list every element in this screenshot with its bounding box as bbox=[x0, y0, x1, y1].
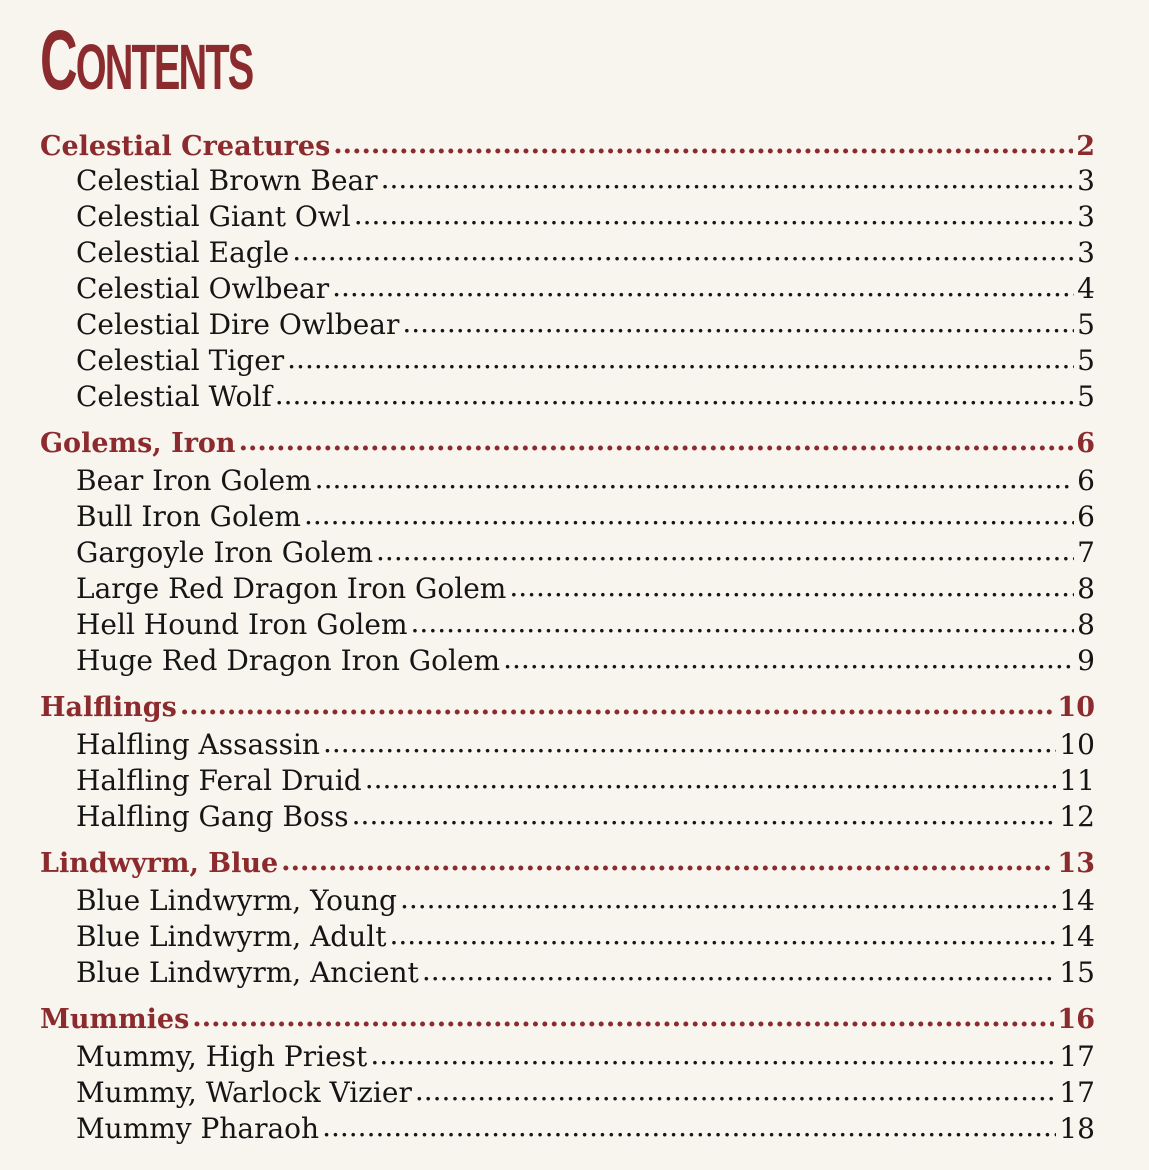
toc-entry-title: Celestial Brown Bear bbox=[76, 164, 378, 197]
toc-entry[interactable] bbox=[40, 728, 1095, 764]
toc-entry-page: 5 bbox=[1077, 308, 1095, 341]
leader-dots bbox=[411, 606, 1075, 639]
leader-dots bbox=[376, 534, 1074, 567]
toc-entry[interactable] bbox=[40, 920, 1095, 956]
leader-dots bbox=[180, 690, 1055, 721]
toc-entry-page: 14 bbox=[1059, 884, 1095, 917]
toc-entry-title: Celestial Owlbear bbox=[76, 272, 330, 305]
toc-entry-page: 3 bbox=[1077, 164, 1095, 197]
toc-entry-title: Mummy, High Priest bbox=[76, 1040, 368, 1073]
toc-entry-title: Celestial Eagle bbox=[76, 236, 290, 269]
leader-dots bbox=[389, 918, 1056, 951]
leader-dots bbox=[422, 954, 1057, 987]
leader-dots bbox=[304, 498, 1074, 531]
leader-dots bbox=[354, 198, 1074, 231]
toc-entry-page: 3 bbox=[1077, 236, 1095, 269]
toc-entry-page: 5 bbox=[1077, 380, 1095, 413]
toc-entry-title: Mummy Pharaoh bbox=[76, 1112, 320, 1145]
toc-entry-title: Halfling Gang Boss bbox=[76, 800, 349, 833]
toc-section-lindwyrm-blue[interactable] bbox=[40, 842, 1095, 884]
toc-entry-page: 9 bbox=[1077, 644, 1095, 677]
leader-dots bbox=[333, 129, 1073, 160]
toc-entry[interactable] bbox=[40, 380, 1095, 416]
leader-dots bbox=[275, 378, 1074, 411]
leader-dots bbox=[281, 846, 1054, 877]
toc-section-page: 2 bbox=[1076, 130, 1095, 162]
toc-section-page: 10 bbox=[1057, 691, 1095, 723]
toc-entry[interactable] bbox=[40, 236, 1095, 272]
toc-entry[interactable] bbox=[40, 164, 1095, 200]
leader-dots bbox=[292, 234, 1074, 267]
toc-entry-title: Blue Lindwyrm, Ancient bbox=[76, 956, 419, 989]
toc-section-celestial-creatures[interactable] bbox=[40, 128, 1095, 164]
toc-entry[interactable] bbox=[40, 608, 1095, 644]
toc-section-title: Celestial Creatures bbox=[40, 130, 331, 162]
toc-entry[interactable] bbox=[40, 956, 1095, 992]
toc-section-golems-iron[interactable] bbox=[40, 422, 1095, 464]
toc-entry-page: 6 bbox=[1077, 500, 1095, 533]
leader-dots bbox=[322, 1110, 1056, 1143]
leader-dots bbox=[415, 1074, 1057, 1107]
toc-section-page: 16 bbox=[1057, 1003, 1095, 1035]
toc-entry-title: Huge Red Dragon Iron Golem bbox=[76, 644, 501, 677]
leader-dots bbox=[509, 570, 1074, 603]
page-title-initial: C bbox=[40, 13, 76, 107]
toc-entry-page: 8 bbox=[1077, 572, 1095, 605]
toc-section-mummies[interactable] bbox=[40, 998, 1095, 1040]
leader-dots bbox=[352, 798, 1057, 831]
toc-entry[interactable] bbox=[40, 536, 1095, 572]
toc-entry[interactable] bbox=[40, 1112, 1095, 1148]
toc-entry-title: Blue Lindwyrm, Young bbox=[76, 884, 397, 917]
page-title-rest: ONTENTS bbox=[75, 31, 253, 103]
toc-entry-page: 14 bbox=[1059, 920, 1095, 953]
toc-entry[interactable] bbox=[40, 884, 1095, 920]
toc-entry-title: Mummy, Warlock Vizier bbox=[76, 1076, 412, 1109]
table-of-contents bbox=[40, 128, 1095, 1148]
toc-entry-page: 8 bbox=[1077, 608, 1095, 641]
toc-entry-title: Halfling Assassin bbox=[76, 728, 320, 761]
toc-entry[interactable] bbox=[40, 344, 1095, 380]
toc-entry-page: 17 bbox=[1059, 1040, 1095, 1073]
leader-dots bbox=[381, 162, 1075, 195]
toc-entry[interactable] bbox=[40, 1040, 1095, 1076]
toc-section-halflings[interactable] bbox=[40, 686, 1095, 728]
leader-dots bbox=[287, 342, 1074, 375]
page-title bbox=[40, 14, 252, 106]
toc-section-title: Golems, Iron bbox=[40, 427, 236, 459]
toc-entry[interactable] bbox=[40, 200, 1095, 236]
toc-section-title: Mummies bbox=[40, 1003, 190, 1035]
toc-entry-page: 15 bbox=[1059, 956, 1095, 989]
leader-dots bbox=[323, 726, 1056, 759]
toc-entry-title: Blue Lindwyrm, Adult bbox=[76, 920, 387, 953]
toc-entry-page: 4 bbox=[1077, 272, 1095, 305]
toc-entry[interactable] bbox=[40, 644, 1095, 680]
leader-dots bbox=[400, 882, 1056, 915]
leader-dots bbox=[402, 306, 1074, 339]
toc-entry-title: Halfling Feral Druid bbox=[76, 764, 362, 797]
toc-entry-title: Bull Iron Golem bbox=[76, 500, 301, 533]
toc-entry-page: 7 bbox=[1077, 536, 1095, 569]
toc-entry[interactable] bbox=[40, 764, 1095, 800]
toc-entry-title: Celestial Giant Owl bbox=[76, 200, 351, 233]
toc-entry[interactable] bbox=[40, 800, 1095, 836]
toc-entry-page: 12 bbox=[1059, 800, 1095, 833]
toc-entry[interactable] bbox=[40, 272, 1095, 308]
toc-entry-page: 10 bbox=[1059, 728, 1095, 761]
toc-entry-title: Gargoyle Iron Golem bbox=[76, 536, 374, 569]
leader-dots bbox=[315, 462, 1075, 495]
leader-dots bbox=[370, 1038, 1056, 1071]
leader-dots bbox=[192, 1002, 1054, 1033]
toc-entry-page: 5 bbox=[1077, 344, 1095, 377]
toc-entry[interactable] bbox=[40, 1076, 1095, 1112]
toc-entry-page: 3 bbox=[1077, 200, 1095, 233]
toc-entry[interactable] bbox=[40, 500, 1095, 536]
leader-dots bbox=[332, 270, 1074, 303]
toc-section-title: Lindwyrm, Blue bbox=[40, 847, 279, 879]
toc-entry-page: 17 bbox=[1059, 1076, 1095, 1109]
toc-entry-page: 18 bbox=[1059, 1112, 1095, 1145]
leader-dots bbox=[503, 642, 1074, 675]
toc-section-page: 6 bbox=[1076, 427, 1095, 459]
toc-entry-page: 11 bbox=[1059, 764, 1095, 797]
leader-dots bbox=[365, 762, 1057, 795]
toc-section-title: Halflings bbox=[40, 691, 177, 723]
toc-entry-title: Bear Iron Golem bbox=[76, 464, 312, 497]
toc-entry[interactable] bbox=[40, 308, 1095, 344]
toc-entry-title: Large Red Dragon Iron Golem bbox=[76, 572, 507, 605]
toc-entry-title: Celestial Dire Owlbear bbox=[76, 308, 400, 341]
toc-entry[interactable] bbox=[40, 464, 1095, 500]
toc-entry-title: Celestial Wolf bbox=[76, 380, 272, 413]
toc-entry-title: Hell Hound Iron Golem bbox=[76, 608, 408, 641]
leader-dots bbox=[239, 426, 1074, 457]
toc-entry-page: 6 bbox=[1077, 464, 1095, 497]
toc-entry-title: Celestial Tiger bbox=[76, 344, 285, 377]
toc-section-page: 13 bbox=[1057, 847, 1095, 879]
toc-entry[interactable] bbox=[40, 572, 1095, 608]
